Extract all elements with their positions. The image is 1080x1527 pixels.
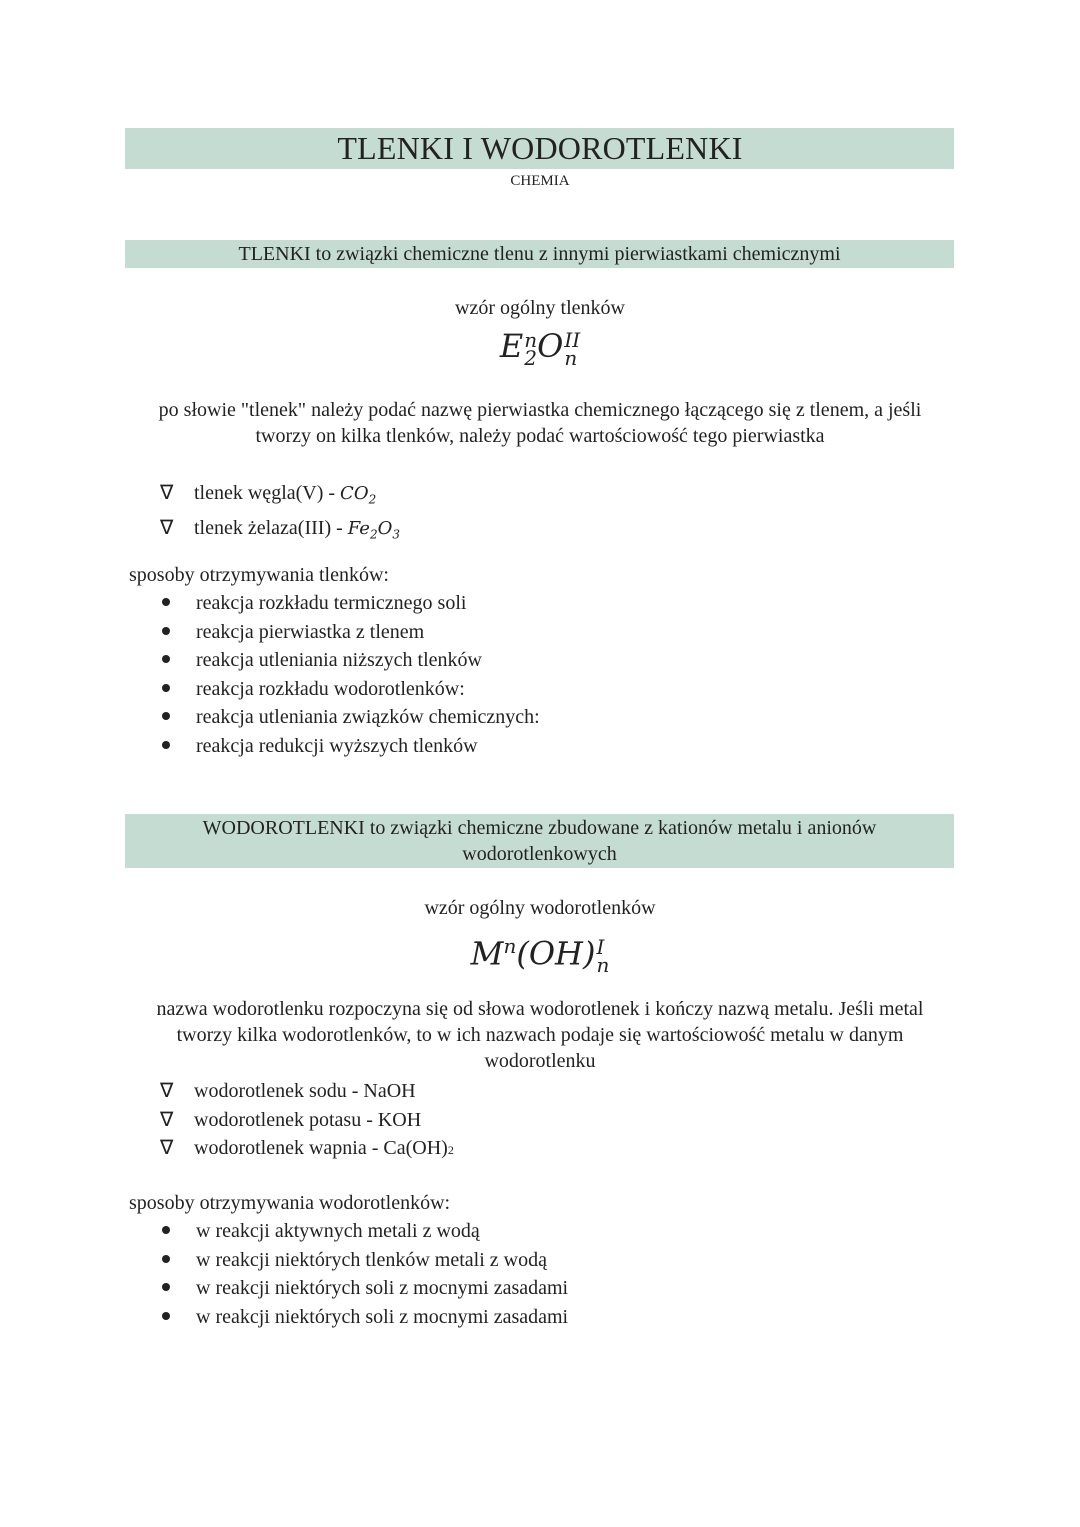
list-item: w reakcji aktywnych metali z wodą bbox=[160, 1217, 568, 1246]
formula-element-e: E bbox=[499, 327, 524, 365]
list-item: ∇ tlenek żelaza(III) - $Fe_2O_3$ bbox=[160, 514, 400, 549]
hydroxides-methods-list bbox=[160, 1217, 568, 1331]
triangle-marker-icon: ∇ bbox=[160, 1137, 174, 1160]
list-item: reakcja pierwiastka z tlenem bbox=[160, 618, 540, 647]
hydroxides-general-formula: $M^n(OH)$ I n bbox=[470, 934, 610, 978]
chem-formula: $CO_2$ bbox=[340, 483, 377, 507]
formula-element-o: O bbox=[537, 327, 564, 365]
list-item: ∇ tlenek węgla(V) - $CO_2$ bbox=[160, 479, 400, 514]
list-item: reakcja rozkładu wodorotlenków: bbox=[160, 675, 540, 704]
bullet-icon bbox=[162, 655, 170, 663]
triangle-marker-icon: ∇ bbox=[160, 517, 174, 540]
list-item: ∇ wodorotlenek wapnia - Ca(OH) 2 bbox=[160, 1134, 454, 1165]
bullet-icon bbox=[162, 1312, 170, 1320]
hydroxides-formula-label: wzór ogólny wodorotlenków bbox=[424, 897, 656, 919]
triangle-marker-icon: ∇ bbox=[160, 482, 174, 504]
bullet-icon bbox=[162, 1226, 170, 1234]
oxides-general-formula: E n 2 O II n bbox=[499, 327, 581, 370]
chem-formula: $Fe_2O_3$ bbox=[347, 518, 400, 542]
bullet-icon bbox=[162, 712, 170, 720]
hydroxides-definition: WODOROTLENKI to związki chemiczne zbudowane z kationów metalu i anionów wodorotlenkowych bbox=[202, 817, 877, 865]
page-title: TLENKI I WODOROTLENKI bbox=[337, 130, 743, 166]
oxides-definition: TLENKI to związki chemiczne tlenu z innymi pierwiastkami chemicznymi bbox=[238, 243, 841, 265]
list-item: w reakcji niektórych soli z mocnymi zasadami bbox=[160, 1274, 568, 1303]
oxides-naming-rule: po słowie "tlenek" należy podać nazwę pierwiastka chemicznego łączącego się z tlenem, a jeśli tworzy on kilka tlenków, należy podać wartościowość tego pierwiastka bbox=[158, 399, 922, 447]
list-item: reakcja utleniania niższych tlenków bbox=[160, 646, 540, 675]
bullet-icon bbox=[162, 741, 170, 749]
bullet-icon bbox=[162, 684, 170, 692]
triangle-marker-icon: ∇ bbox=[160, 1108, 174, 1131]
bullet-icon bbox=[162, 1283, 170, 1291]
bullet-icon bbox=[162, 598, 170, 606]
page-subtitle: CHEMIA bbox=[510, 173, 570, 189]
hydroxides-methods-heading: sposoby otrzymywania wodorotlenków: bbox=[129, 1192, 451, 1214]
list-item: reakcja redukcji wyższych tlenków bbox=[160, 732, 540, 761]
triangle-marker-icon: ∇ bbox=[160, 1080, 174, 1102]
list-item: ∇ wodorotlenek potasu - KOH bbox=[160, 1106, 454, 1135]
list-item: reakcja rozkładu termicznego soli bbox=[160, 589, 540, 618]
list-item: w reakcji niektórych tlenków metali z wodą bbox=[160, 1246, 568, 1275]
list-item: reakcja utleniania związków chemicznych: bbox=[160, 703, 540, 732]
hydroxides-examples-list bbox=[160, 1077, 454, 1165]
list-item: w reakcji niektórych soli z mocnymi zasadami bbox=[160, 1303, 568, 1332]
oxides-examples-list bbox=[160, 479, 400, 549]
oxides-methods-list bbox=[160, 589, 540, 761]
oxides-formula-label: wzór ogólny tlenków bbox=[455, 297, 625, 319]
oxides-methods-heading: sposoby otrzymywania tlenków: bbox=[129, 564, 389, 586]
bullet-icon bbox=[162, 1255, 170, 1263]
hydroxides-naming-rule: nazwa wodorotlenku rozpoczyna się od słowa wodorotlenek i kończy nazwą metalu. Jeśli metal tworzy kilka wodorotlenków, to w ich nazwach podaje się wartościowość metalu w danym wodorotlenku bbox=[156, 998, 924, 1072]
bullet-icon bbox=[162, 627, 170, 635]
list-item: ∇ wodorotlenek sodu - NaOH bbox=[160, 1077, 454, 1106]
